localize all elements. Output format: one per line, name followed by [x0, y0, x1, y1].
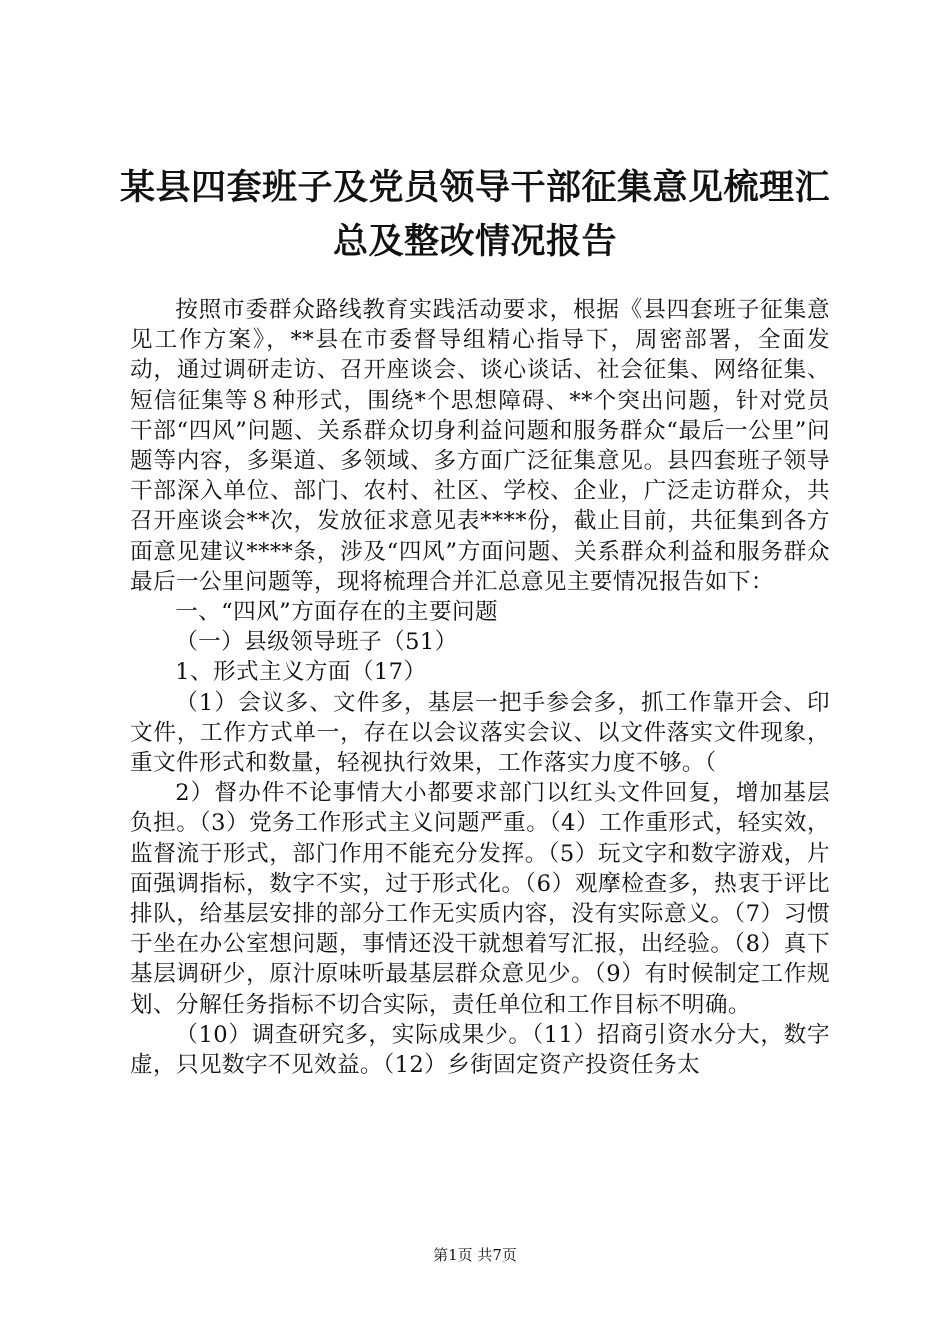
document-body	[130, 295, 830, 1080]
intro-paragraph: 按照市委群众路线教育实践活动要求，根据《县四套班子征集意见工作方案》，**县在市委督导组精心指导下，周密部署，全面发动，通过调研走访、召开座谈会、谈心谈话、社会征集、网络征集、短信征集等８种形式，围绕*个思想障碍、**个突出问题，针对党员干部“四风”问题、关系群众切身利益问题和服务群众“最后一公里”问题等内容，多渠道、多领域、多方面广泛征集意见。县四套班子领导干部深入单位、部门、农村、社区、学校、企业，广泛走访群众，共召开座谈会**次，发放征求意见表****份，截止目前，共征集到各方面意见建议****条，涉及“四风”方面问题、关系群众利益和服务群众最后一公里问题等，现将梳理合并汇总意见主要情况报告如下：	[130, 297, 830, 595]
subsection-heading: （一）县级领导班子（51）	[175, 629, 458, 656]
document-title-line-2: 总及整改情况报告	[332, 221, 617, 262]
item-heading: 1、形式主义方面（17）	[175, 659, 427, 686]
body-paragraph: （1）会议多、文件多，基层一把手参会多，抓工作靠开会、印文件，工作方式单一，存在以会议落实会议、以文件落实文件现象，重文件形式和数量，轻视执行效果，工作落实力度不够。（	[130, 689, 830, 777]
body-paragraph: （10）调查研究多，实际成果少。（11）招商引资水分大，数字虚，只见数字不见效益。（12）乡街固定资产投资任务太	[130, 1021, 830, 1079]
document-title-line-1: 某县四套班子及党员领导干部征集意见梳理汇	[119, 167, 830, 208]
page-footer: 第1页 共7页	[433, 1246, 517, 1264]
body-paragraph: 2）督办件不论事情大小都要求部门以红头文件回复，增加基层负担。（3）党务工作形式主义问题严重。（4）工作重形式，轻实效，监督流于形式，部门作用不能充分发挥。（5）玩文字和数字游戏，片面强调指标，数字不实，过于形式化。（6）观摩检查多，热衷于评比排队，给基层安排的部分工作无实质内容，没有实际意义。（7）习惯于坐在办公室想问题，事情还没干就想着写汇报，出经验。（8）真下基层调研少，原汁原味听最基层群众意见少。（9）有时候制定工作规划、分解任务指标不切合实际，责任单位和工作目标不明确。	[130, 780, 830, 1018]
section-heading: 一、“四风”方面存在的主要问题	[175, 599, 499, 626]
